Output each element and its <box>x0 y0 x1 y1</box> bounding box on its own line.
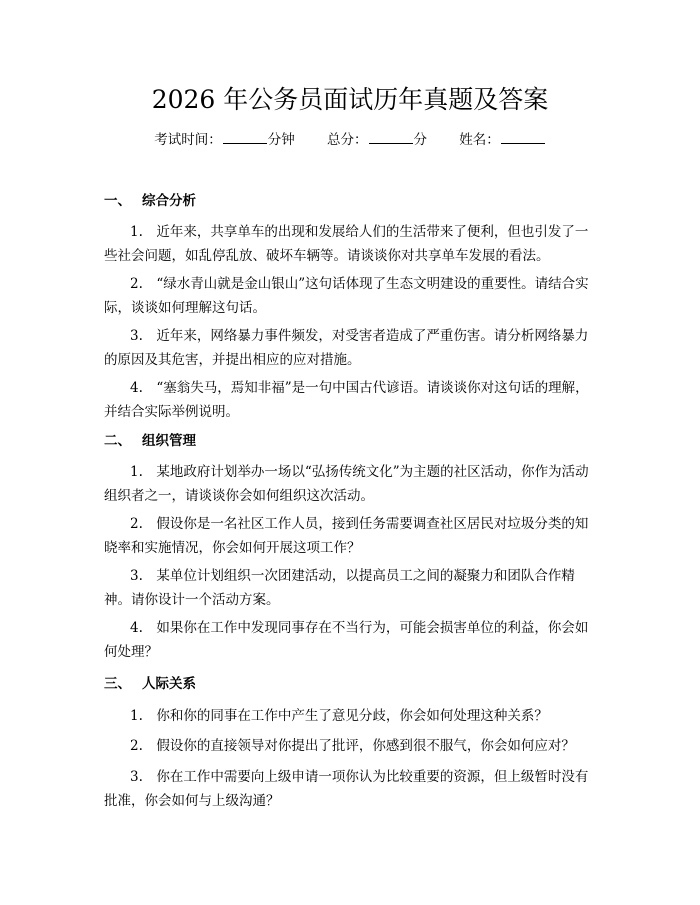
section-heading-1 <box>104 191 196 211</box>
section-title: 组织管理 <box>142 433 196 449</box>
section-title: 人际关系 <box>142 676 196 692</box>
section-number: 一、 <box>104 193 131 209</box>
time-field <box>154 132 299 148</box>
question-3-2: 2. 假设你的直接领导对你提出了批评，你感到很不服气，你会如何应对？ <box>130 738 575 754</box>
section-heading-2 <box>104 431 196 451</box>
score-blank <box>369 130 413 144</box>
question-3-1: 1. 你和你的同事在工作中产生了意见分歧，你会如何处理这种关系？ <box>130 708 548 724</box>
score-field <box>327 132 431 148</box>
question-2-1: 1. 某地政府计划举办一场以“弘扬传统文化”为主题的社区活动，你作为活动组织者之一，请谈谈你会如何组织这次活动。 <box>104 464 589 504</box>
question-1-4: 4. “塞翁失马，焉知非福”是一句中国古代谚语。请谈谈你对这句话的理解，并结合实际举例说明。 <box>104 380 589 420</box>
section-number: 三、 <box>104 676 131 692</box>
name-field <box>459 132 546 148</box>
question-1-1: 1. 近年来，共享单车的出现和发展给人们的生活带来了便利，但也引发了一些社会问题，如乱停乱放、破坏车辆等。请谈谈你对共享单车发展的看法。 <box>104 224 589 264</box>
section-title: 综合分析 <box>142 193 196 209</box>
score-unit: 分 <box>413 132 427 148</box>
question-2-4: 4. 如果你在工作中发现同事存在不当行为，可能会损害单位的利益，你会如何处理？ <box>104 620 589 660</box>
time-blank <box>223 130 267 144</box>
exam-meta <box>0 130 700 150</box>
name-blank <box>501 130 545 144</box>
question-2-3: 3. 某单位计划组织一次团建活动，以提高员工之间的凝聚力和团队合作精神。请你设计一个活动方案。 <box>104 568 575 608</box>
question-1-3: 3. 近年来，网络暴力事件频发，对受害者造成了严重伤害。请分析网络暴力的原因及其危害，并提出相应的应对措施。 <box>104 328 589 368</box>
time-label: 考试时间： <box>154 132 222 148</box>
question-3-3: 3. 你在工作中需要向上级申请一项你认为比较重要的资源，但上级暂时没有批准，你会如何与上级沟通？ <box>104 769 589 809</box>
question-2-2: 2. 假设你是一名社区工作人员，接到任务需要调查社区居民对垃圾分类的知晓率和实施情况，你会如何开展这项工作？ <box>104 516 589 556</box>
question-1-2: 2. “绿水青山就是金山银山”这句话体现了生态文明建设的重要性。请结合实际，谈谈如何理解这句话。 <box>104 276 589 316</box>
name-label: 姓名： <box>459 132 500 148</box>
page-title: 2026 年公务员面试历年真题及答案 <box>151 85 549 114</box>
section-heading-3 <box>104 674 196 694</box>
section-number: 二、 <box>104 433 131 449</box>
score-label: 总分： <box>327 132 368 148</box>
time-unit: 分钟 <box>267 132 295 148</box>
